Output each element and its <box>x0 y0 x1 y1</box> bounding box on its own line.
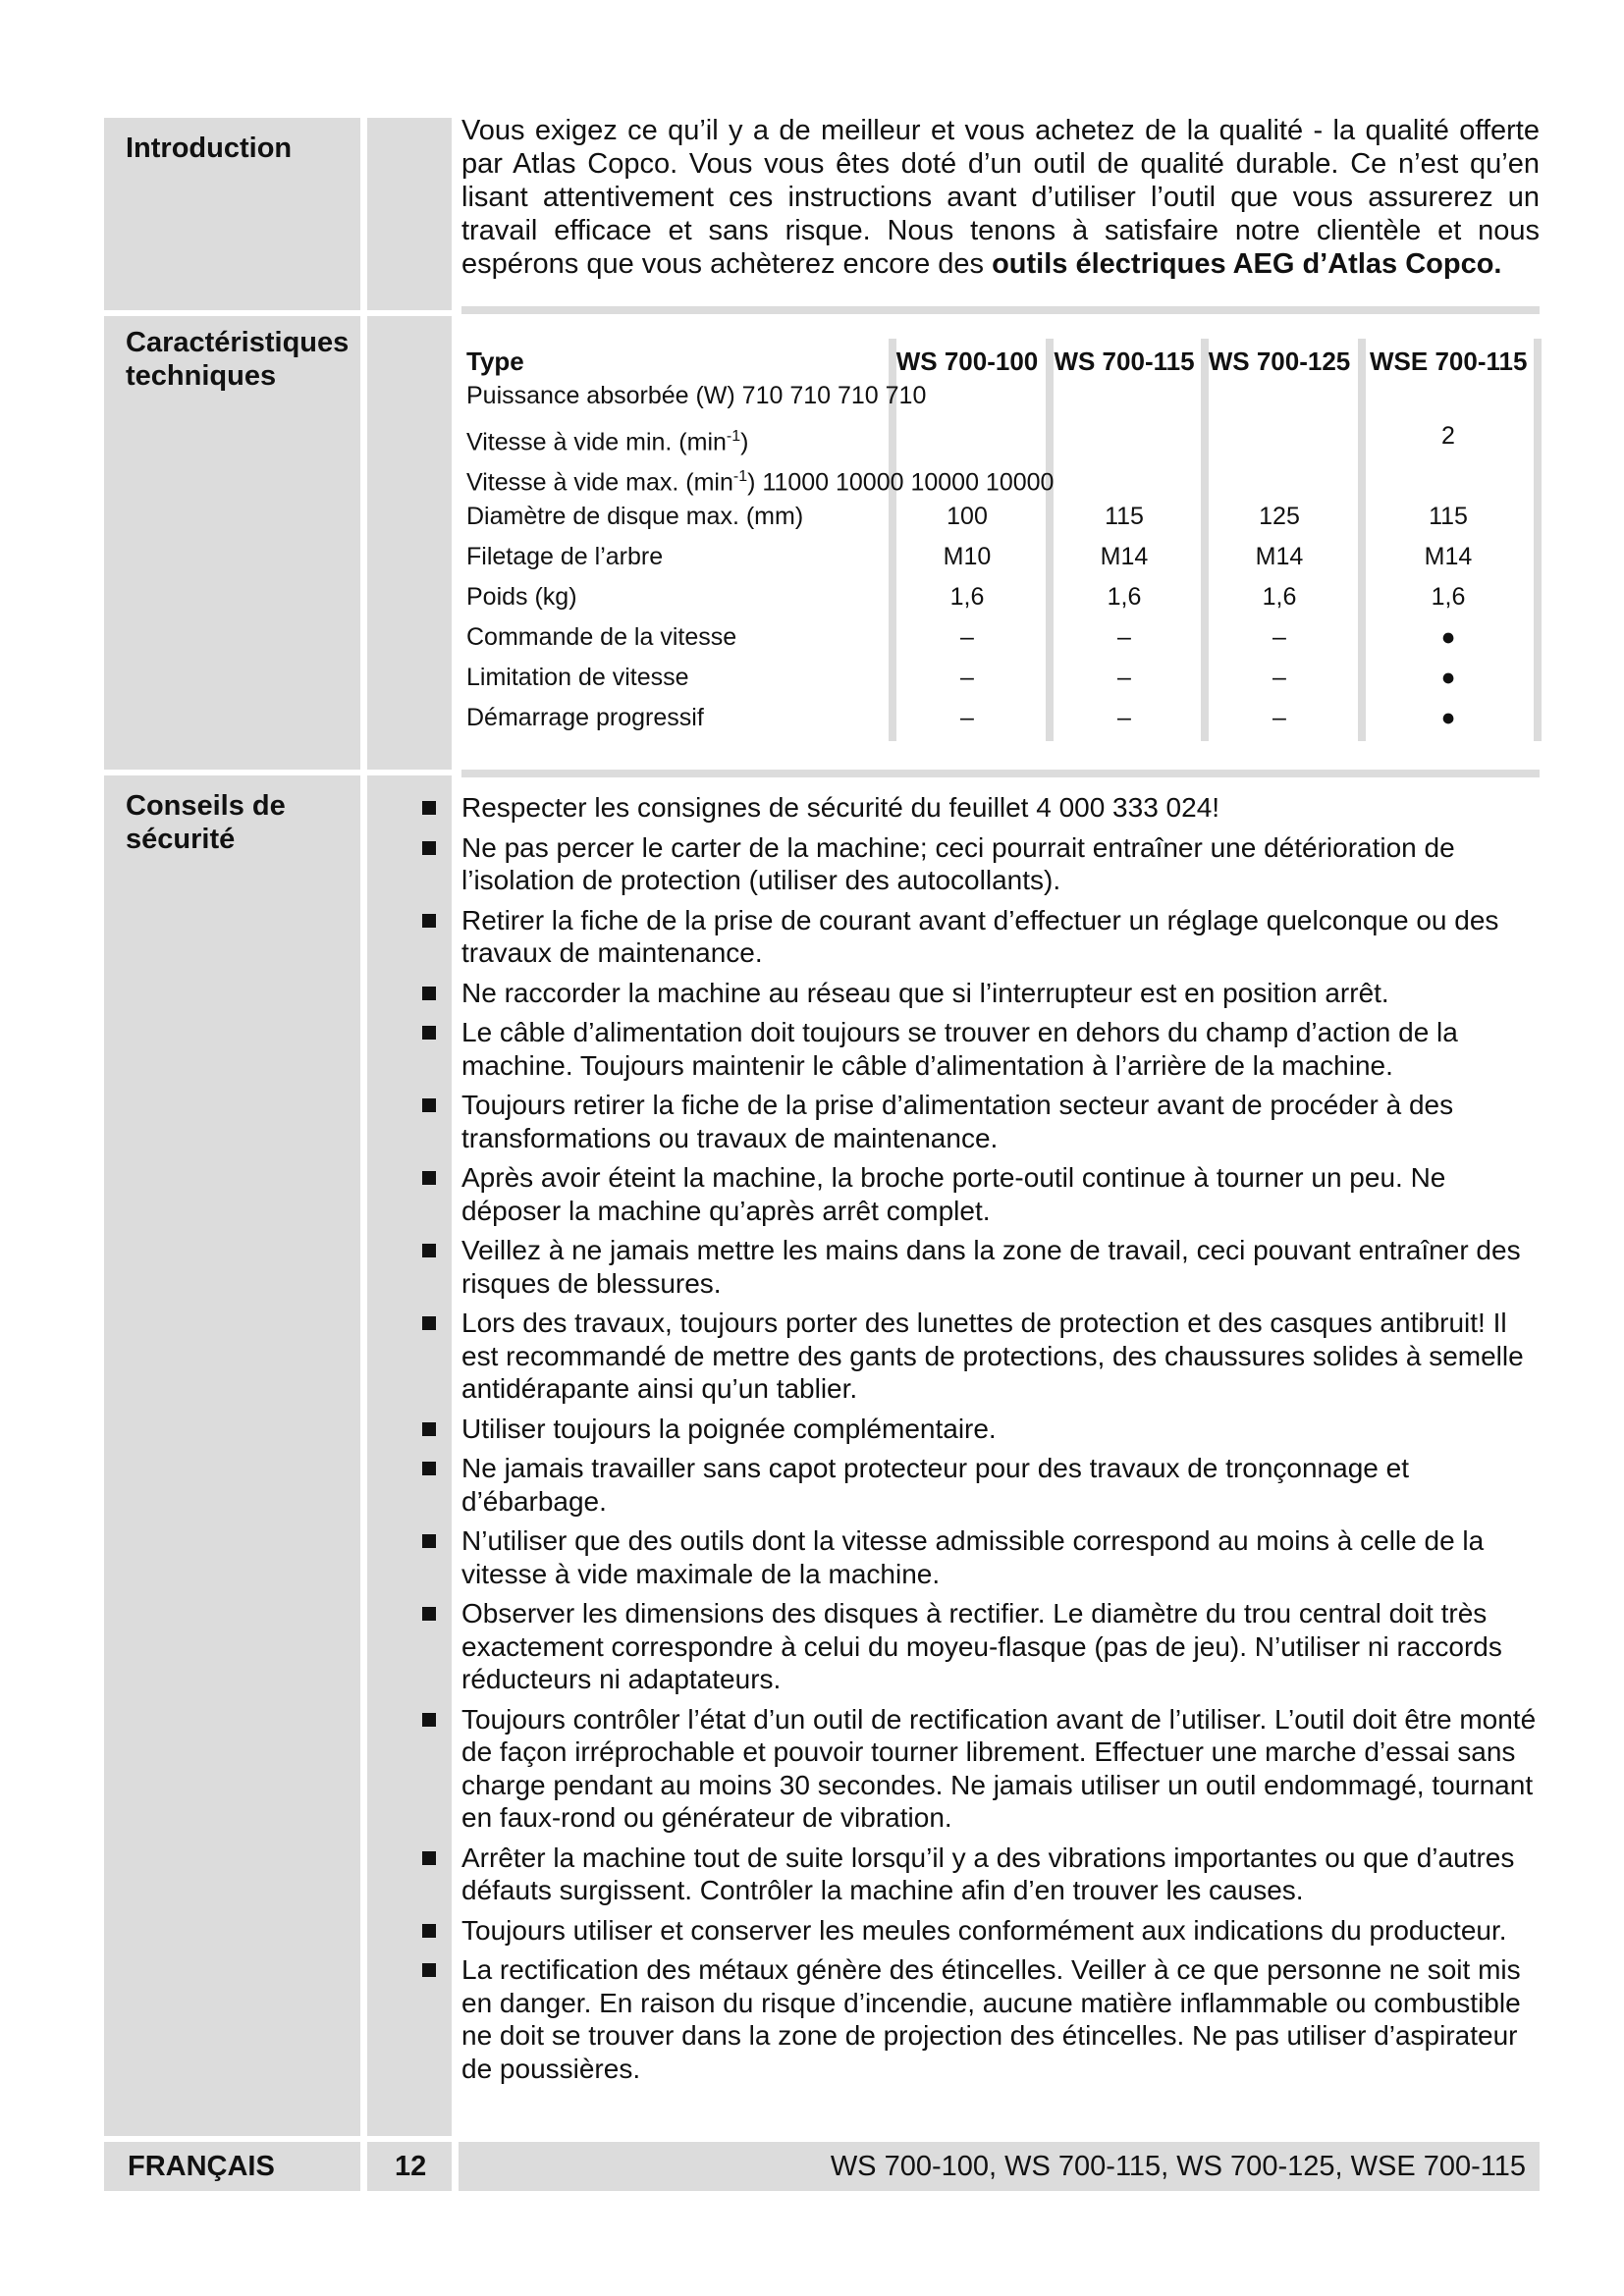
square-bullet-icon <box>422 1244 436 1257</box>
safety-item <box>412 1842 1542 1907</box>
safety-item-text: Ne pas percer le carter de la machine; ceci pourrait entraîner une détérioration de l’isolation de protection (utiliser des autocollants). <box>461 831 1455 895</box>
safety-item-text: Observer les dimensions des disques à rectifier. Le diamètre du trou central doit très exactement correspondre à celui du moyeu-flasque (pas de jeu). N’utiliser ni raccords réducteurs ni adaptateurs. <box>461 1598 1502 1694</box>
safety-item <box>412 1597 1542 1696</box>
spec-header-col-4: WSE 700-115 <box>1370 347 1528 376</box>
spec-header-col-2: WS 700-115 <box>1054 347 1195 376</box>
spec-label: Poids (kg) <box>466 583 577 611</box>
spec-header-label: Type <box>466 347 524 376</box>
safety-item-text: N’utiliser que des outils dont la vitesse admissible correspond au moins à celle de la vitesse à vide maximale de la machine. <box>461 1525 1485 1589</box>
safety-list-container <box>412 791 1542 2092</box>
safety-item <box>412 1089 1542 1154</box>
square-bullet-icon <box>422 841 436 855</box>
square-bullet-icon <box>422 1462 436 1475</box>
safety-item-text: Veillez à ne jamais mettre les mains dans la zone de travail, ceci pouvant entraîner des risques de blessures. <box>461 1235 1521 1299</box>
square-bullet-icon <box>422 1851 436 1865</box>
spec-value: ● <box>1440 704 1456 731</box>
square-bullet-icon <box>422 801 436 815</box>
safety-item <box>412 791 1542 825</box>
safety-item <box>412 1953 1542 2085</box>
square-bullet-icon <box>422 987 436 1000</box>
spec-value: M10 <box>943 543 992 570</box>
safety-item <box>412 1703 1542 1835</box>
intro-text: Vous exigez ce qu’il y a de meilleur et vous achetez de la qualité - la qualité offerte par Atlas Copco. Vous vous êtes doté d’un outil de qualité durable. Ce n’est qu’en lisant attentivement ces instructions avant d’utiliser l’outil que vous assurerez un travail efficace et sans risque. Nous tenons à satisfaire notre clientèle et nous espérons que vous achèterez encore des <box>461 115 1540 280</box>
spec-value: – <box>960 704 974 731</box>
spec-label: Commande de la vitesse <box>466 623 737 651</box>
safety-item <box>412 1234 1542 1300</box>
square-bullet-icon <box>422 1026 436 1040</box>
spec-value: M14 <box>1255 543 1304 570</box>
safety-item <box>412 904 1542 970</box>
spec-value: 1,6 <box>1431 583 1466 611</box>
safety-item-text: Ne jamais travailler sans capot protecteur pour des travaux de tronçonnage et d’ébarbage. <box>461 1453 1409 1517</box>
safety-item-text: Respecter les consignes de sécurité du feuillet 4 000 333 024! <box>461 792 1220 823</box>
safety-item-text: Après avoir éteint la machine, la broche porte-outil continue à tourner un peu. Ne déposer la machine qu’après arrêt complet. <box>461 1162 1446 1226</box>
spec-value: 115 <box>1105 503 1144 530</box>
spec-label: Démarrage progressif <box>466 704 704 731</box>
spec-value: – <box>1272 704 1286 731</box>
spec-value: – <box>960 664 974 691</box>
spec-value: 115 <box>1429 503 1468 530</box>
spec-value: ● <box>1440 623 1456 651</box>
spec-header-col-1: WS 700-100 <box>895 347 1039 376</box>
intro-bold-text: outils électriques AEG d’Atlas Copco. <box>992 248 1502 280</box>
footer-models: WS 700-100, WS 700-115, WS 700-125, WSE 700-115 <box>830 2151 1526 2182</box>
safety-item <box>412 977 1542 1010</box>
square-bullet-icon <box>422 1098 436 1112</box>
safety-item <box>412 831 1542 897</box>
spec-label: Vitesse à vide min. $(\min^{-1})$ <box>466 428 749 456</box>
spec-value: – <box>1272 623 1286 651</box>
square-bullet-icon <box>422 1171 436 1185</box>
safety-list <box>412 791 1542 2085</box>
square-bullet-icon <box>422 1963 436 1977</box>
safety-item-text: Le câble d’alimentation doit toujours se trouver en dehors du champ d’action de la machine. Toujours maintenir le câble d’alimentation à l’arrière de la machine. <box>461 1017 1458 1081</box>
divider-top-specs <box>461 306 1540 314</box>
spec-value: – <box>1117 623 1131 651</box>
safety-item <box>412 1413 1542 1446</box>
safety-item <box>412 1452 1542 1518</box>
safety-item-text: Arrêter la machine tout de suite lorsqu’il y a des vibrations importantes ou que d’autres défauts surgissent. Contrôler la machine afin d’en trouver les causes. <box>461 1842 1515 1905</box>
spec-value: – <box>1272 664 1286 691</box>
spec-value: 1,6 <box>949 583 985 611</box>
safety-item-text: Utiliser toujours la poignée complémentaire. <box>461 1413 997 1444</box>
footer-page-number: 12 <box>395 2151 427 2182</box>
divider-bottom-specs <box>461 770 1540 777</box>
spec-value: – <box>1117 664 1131 691</box>
safety-item-text: Toujours contrôler l’état d’un outil de rectification avant de l’utiliser. L’outil doit être monté de façon irréprochable et pouvoir tourner librement. Effectuer une marche d’essai sans charge pendant au moins 30 secondes. Ne jamais utiliser un outil endommagé, tournant en faux-rond ou générateur de vibration. <box>461 1703 1537 1833</box>
safety-item-text: Ne raccorder la machine au réseau que si l’interrupteur est en position arrêt. <box>461 977 1389 1008</box>
spec-value: 125 <box>1259 503 1300 530</box>
spec-value: 2 <box>1441 422 1455 450</box>
safety-item <box>412 1016 1542 1082</box>
spec-label: Filetage de l’arbre <box>466 543 664 570</box>
footer-language: FRANÇAIS <box>128 2151 275 2182</box>
spec-value: – <box>960 623 974 651</box>
square-bullet-icon <box>422 1316 436 1330</box>
spec-value: M14 <box>1424 543 1473 570</box>
introduction-heading: Introduction <box>126 133 293 164</box>
safety-item <box>412 1307 1542 1406</box>
specs-gutter-block <box>367 316 452 770</box>
intro-gutter-block <box>367 118 452 310</box>
spec-value: M14 <box>1100 543 1149 570</box>
safety-item <box>412 1524 1542 1590</box>
square-bullet-icon <box>422 1713 436 1727</box>
spec-value: 100 <box>947 503 988 530</box>
specs-heading: Caractéristiques techniques <box>126 327 350 392</box>
spec-col-line-4 <box>1358 339 1366 741</box>
square-bullet-icon <box>422 914 436 928</box>
spec-value: 1,6 <box>1262 583 1297 611</box>
safety-item <box>412 1914 1542 1948</box>
spec-label: Puissance absorbée (W) 710 710 710 710 <box>466 382 927 409</box>
spec-label: Limitation de vitesse <box>466 664 689 691</box>
square-bullet-icon <box>422 1534 436 1548</box>
spec-header-col-3: WS 700-125 <box>1208 347 1351 376</box>
spec-label: Diamètre de disque max. (mm) <box>466 503 804 530</box>
spec-value: ● <box>1440 664 1456 691</box>
spec-col-line-5 <box>1534 339 1542 741</box>
safety-item-text: Toujours utiliser et conserver les meules conformément aux indications du producteur. <box>461 1914 1507 1946</box>
spec-value: – <box>1117 704 1131 731</box>
safety-item-text: Toujours retirer la fiche de la prise d’alimentation secteur avant de procéder à des transformations ou travaux de maintenance. <box>461 1090 1454 1153</box>
safety-item-text: Retirer la fiche de la prise de courant avant d’effectuer un réglage quelconque ou des travaux de maintenance. <box>461 904 1499 968</box>
safety-label-block <box>104 775 360 2136</box>
square-bullet-icon <box>422 1607 436 1621</box>
safety-item-text: Lors des travaux, toujours porter des lunettes de protection et des casques antibruit! Il est recommandé de mettre des gants de protections, des chaussures solides à semelle antidérapante ainsi qu’un tablier. <box>461 1308 1524 1404</box>
safety-item <box>412 1161 1542 1227</box>
spec-label: Vitesse à vide max. $(\min^{-1})$ 11000 10000 10000 10000 <box>466 468 1055 497</box>
square-bullet-icon <box>422 1422 436 1436</box>
safety-heading: Conseils de sécurité <box>126 790 286 855</box>
spec-value: 1,6 <box>1107 583 1142 611</box>
square-bullet-icon <box>422 1924 436 1938</box>
safety-item-text: La rectification des métaux génère des étincelles. Veiller à ce que personne ne soit mis en danger. En raison du risque d’incendie, aucune matière inflammable ou combustible ne doit se trouver dans la zone de projection des étincelles. Ne pas utiliser d’aspirateur de poussières. <box>461 1954 1521 2084</box>
intro-paragraph <box>461 114 1540 281</box>
